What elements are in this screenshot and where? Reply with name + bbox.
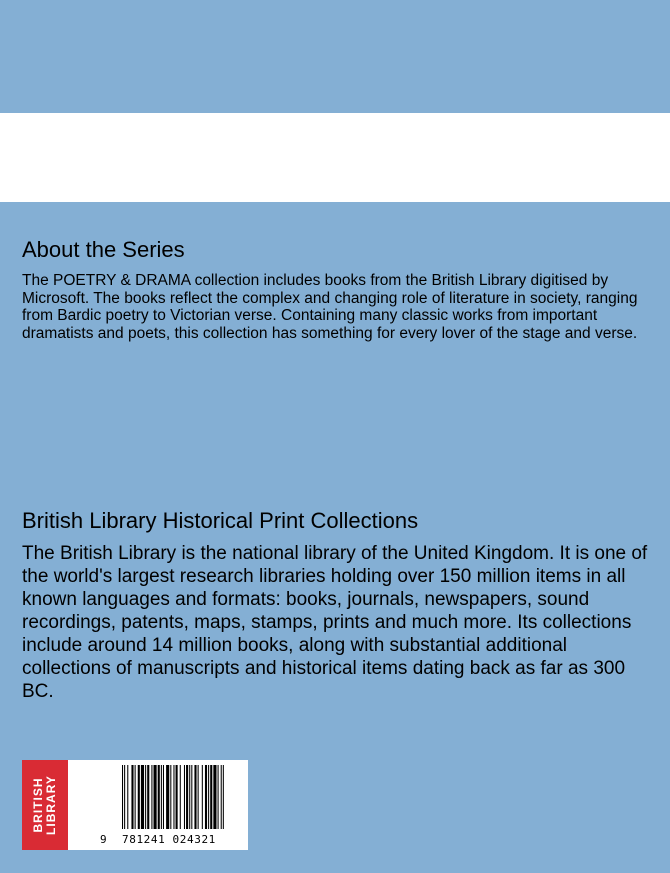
collections-text: The British Library is the national library of the United Kingdom. It is one of the world's largest research libraries holding over 150 million items in all known languages and formats: books, journals, newspapers, sound recordings, patents, maps, stamps, prints and much more. Its collections include around 14 million books, along with substantial additional collections of manuscripts and historical items dating back as far as 300 BC. <box>22 543 648 702</box>
barcode-bar <box>208 765 209 829</box>
barcode-bar <box>151 765 152 829</box>
barcode-bar <box>154 765 157 829</box>
barcode-bar <box>221 765 222 829</box>
barcode-bar <box>202 765 203 829</box>
barcode-bar <box>163 765 164 829</box>
barcode-bar <box>176 765 178 829</box>
barcode-bar <box>213 765 216 829</box>
barcode-bar <box>166 765 169 829</box>
barcode-bar <box>147 765 149 829</box>
barcode-bar <box>189 765 190 829</box>
barcode-bar <box>122 765 123 829</box>
barcode-bar <box>141 765 144 829</box>
barcode-bars <box>122 765 234 831</box>
logo-wordmark <box>32 775 58 835</box>
isbn-barcode <box>100 765 240 845</box>
barcode-panel <box>22 760 248 850</box>
barcode-bar <box>135 765 136 829</box>
white-band <box>0 113 670 202</box>
barcode-bar <box>170 765 171 829</box>
barcode-bar <box>198 765 199 829</box>
logo-line-british: BRITISH <box>31 777 45 833</box>
barcode-bar <box>205 765 207 829</box>
barcode-bar <box>184 765 185 829</box>
about-series-heading: About the Series <box>22 237 185 262</box>
barcode-bar <box>180 765 181 829</box>
barcode-bar <box>158 765 160 829</box>
barcode-digits: 781241 024321 <box>122 833 216 846</box>
barcode-bar <box>191 765 192 829</box>
barcode-bar <box>131 765 133 829</box>
barcode-first-digit: 9 <box>100 833 107 846</box>
about-series-text: The POETRY & DRAMA collection includes books from the British Library digitised by Microsoft. The books reflect the complex and changing role of literature in society, ranging from Bardic poetry to Victorian verse. Containing many classic works from important dramatists and poets, this collection has something for every lover of the stage and verse. <box>22 272 638 342</box>
british-library-logo <box>22 760 68 850</box>
barcode-bar <box>186 765 188 829</box>
barcode-bar <box>194 765 196 829</box>
barcode-bar <box>145 765 146 829</box>
barcode-bar <box>223 765 224 829</box>
barcode-bar <box>218 765 219 829</box>
logo-line-library: LIBRARY <box>44 775 58 835</box>
barcode-bar <box>138 765 140 829</box>
barcode-bar <box>124 765 125 829</box>
barcode-bar <box>210 765 212 829</box>
barcode-bar <box>173 765 174 829</box>
collections-heading: British Library Historical Print Collections <box>22 508 419 533</box>
barcode-bar <box>127 765 128 829</box>
top-color-band <box>0 0 670 113</box>
barcode-bar <box>161 765 162 829</box>
